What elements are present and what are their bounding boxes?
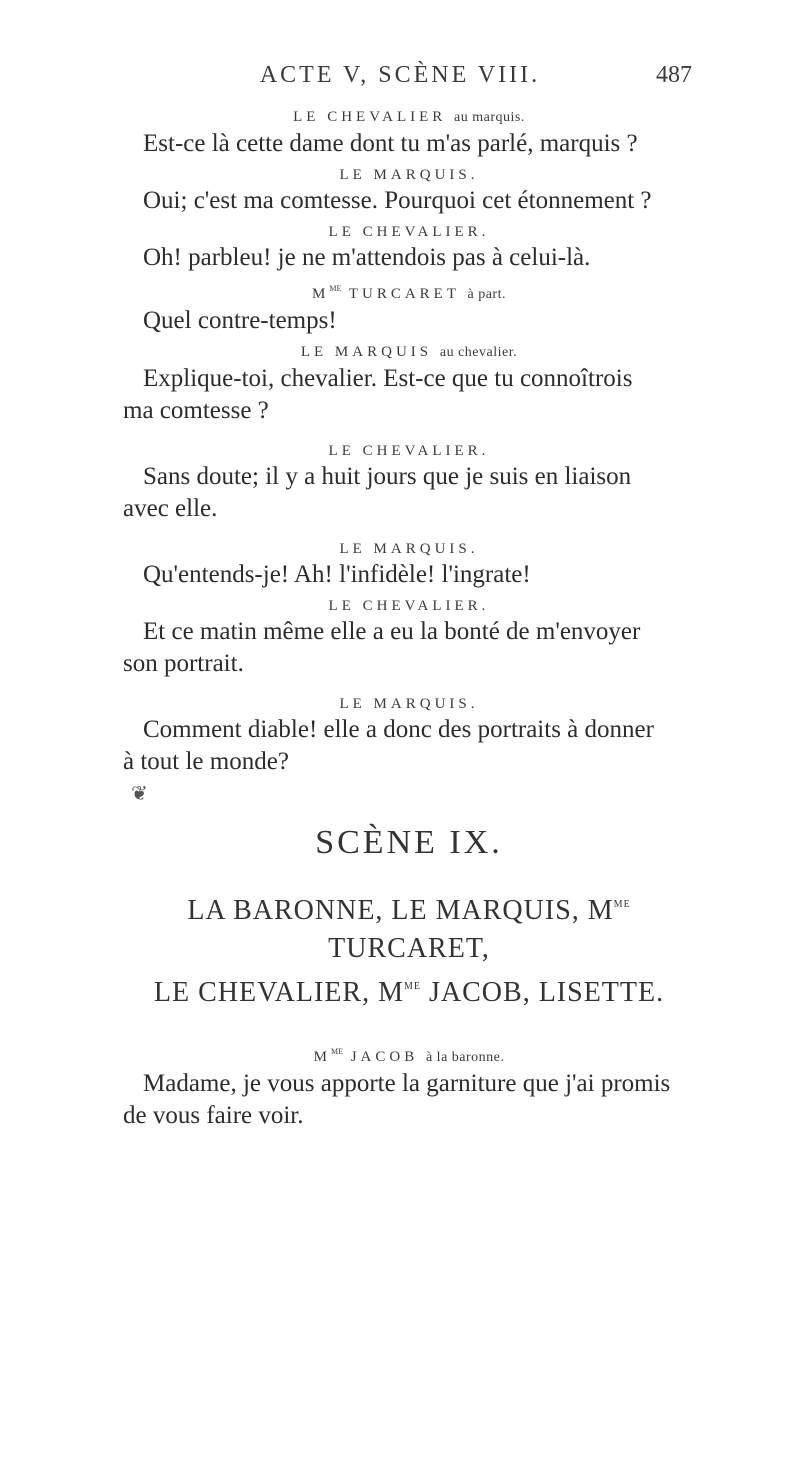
- speaker-name: TURCARET: [348, 286, 460, 302]
- dialogue-line: Oui; c'est ma comtesse. Pourquoi cet étonnement ?: [143, 187, 652, 214]
- speaker-prefix: M: [313, 1049, 331, 1065]
- speaker-heading: [123, 1042, 695, 1068]
- speaker-heading: LE MARQUIS.: [339, 541, 479, 557]
- running-head: ACTE V, SCÈNE VIII.: [259, 62, 541, 88]
- stage-direction: au marquis.: [454, 110, 525, 125]
- cast-list-line: LE CHEVALIER, $M^{ME}$ JACOB, LISETTE.: [153, 977, 665, 1008]
- dialogue-line: Quel contre-temps!: [143, 307, 337, 334]
- ornament-icon: ❦: [131, 783, 148, 805]
- dialogue-line: Sans doute; il y a huit jours que je suis en liaison: [143, 463, 632, 490]
- speaker-heading: [123, 279, 695, 305]
- speaker-heading: [123, 342, 695, 363]
- dialogue-line: de vous faire voir.: [123, 1102, 304, 1129]
- page-header: [0, 62, 800, 102]
- dialogue-line: Qu'entends-je! Ah! l'infidèle! l'ingrate!: [143, 561, 531, 588]
- page-body: [123, 107, 695, 1132]
- dialogue-line: Est-ce là cette dame dont tu m'as parlé, marquis ?: [143, 130, 638, 157]
- stage-direction: à la baronne.: [425, 1050, 505, 1065]
- dialogue-line: Explique-toi, chevalier. Est-ce que tu connoîtrois: [143, 365, 633, 392]
- speaker-heading: LE CHEVALIER.: [328, 443, 490, 459]
- dialogue-line: à tout le monde?: [123, 748, 289, 775]
- dialogue-line: Oh! parbleu! je ne m'attendois pas à celui-là.: [143, 244, 591, 271]
- speaker-name: LE CHEVALIER: [293, 109, 447, 125]
- dialogue-line: ma comtesse ?: [123, 397, 269, 424]
- speaker-sup: ME: [330, 1047, 343, 1056]
- dialogue-line: Et ce matin même elle a eu la bonté de m'envoyer: [143, 618, 641, 645]
- speaker-prefix: M: [312, 286, 330, 302]
- cast-list-line: LA BARONNE, LE MARQUIS, $M^{ME}$ TURCARET,: [187, 895, 631, 964]
- page-number: 487: [656, 62, 692, 88]
- speaker-heading: LE MARQUIS.: [339, 167, 479, 183]
- dialogue-line: avec elle.: [123, 495, 218, 522]
- dialogue-line: son portrait.: [123, 650, 244, 677]
- speaker-heading: LE CHEVALIER.: [328, 598, 490, 614]
- speaker-heading: LE CHEVALIER.: [328, 224, 490, 240]
- speaker-heading: LE MARQUIS.: [339, 696, 479, 712]
- stage-direction: à part.: [467, 287, 506, 302]
- stage-direction: au chevalier.: [439, 345, 518, 360]
- dialogue-line: Comment diable! elle a donc des portraits à donner: [143, 716, 654, 743]
- scene-title: SCÈNE IX.: [315, 824, 503, 861]
- speaker-name: LE MARQUIS: [300, 344, 433, 360]
- dialogue-line: Madame, je vous apporte la garniture que j'ai promis: [143, 1070, 671, 1097]
- speaker-heading: [123, 107, 695, 128]
- speaker-sup: ME: [329, 284, 342, 293]
- speaker-name: JACOB: [350, 1049, 419, 1065]
